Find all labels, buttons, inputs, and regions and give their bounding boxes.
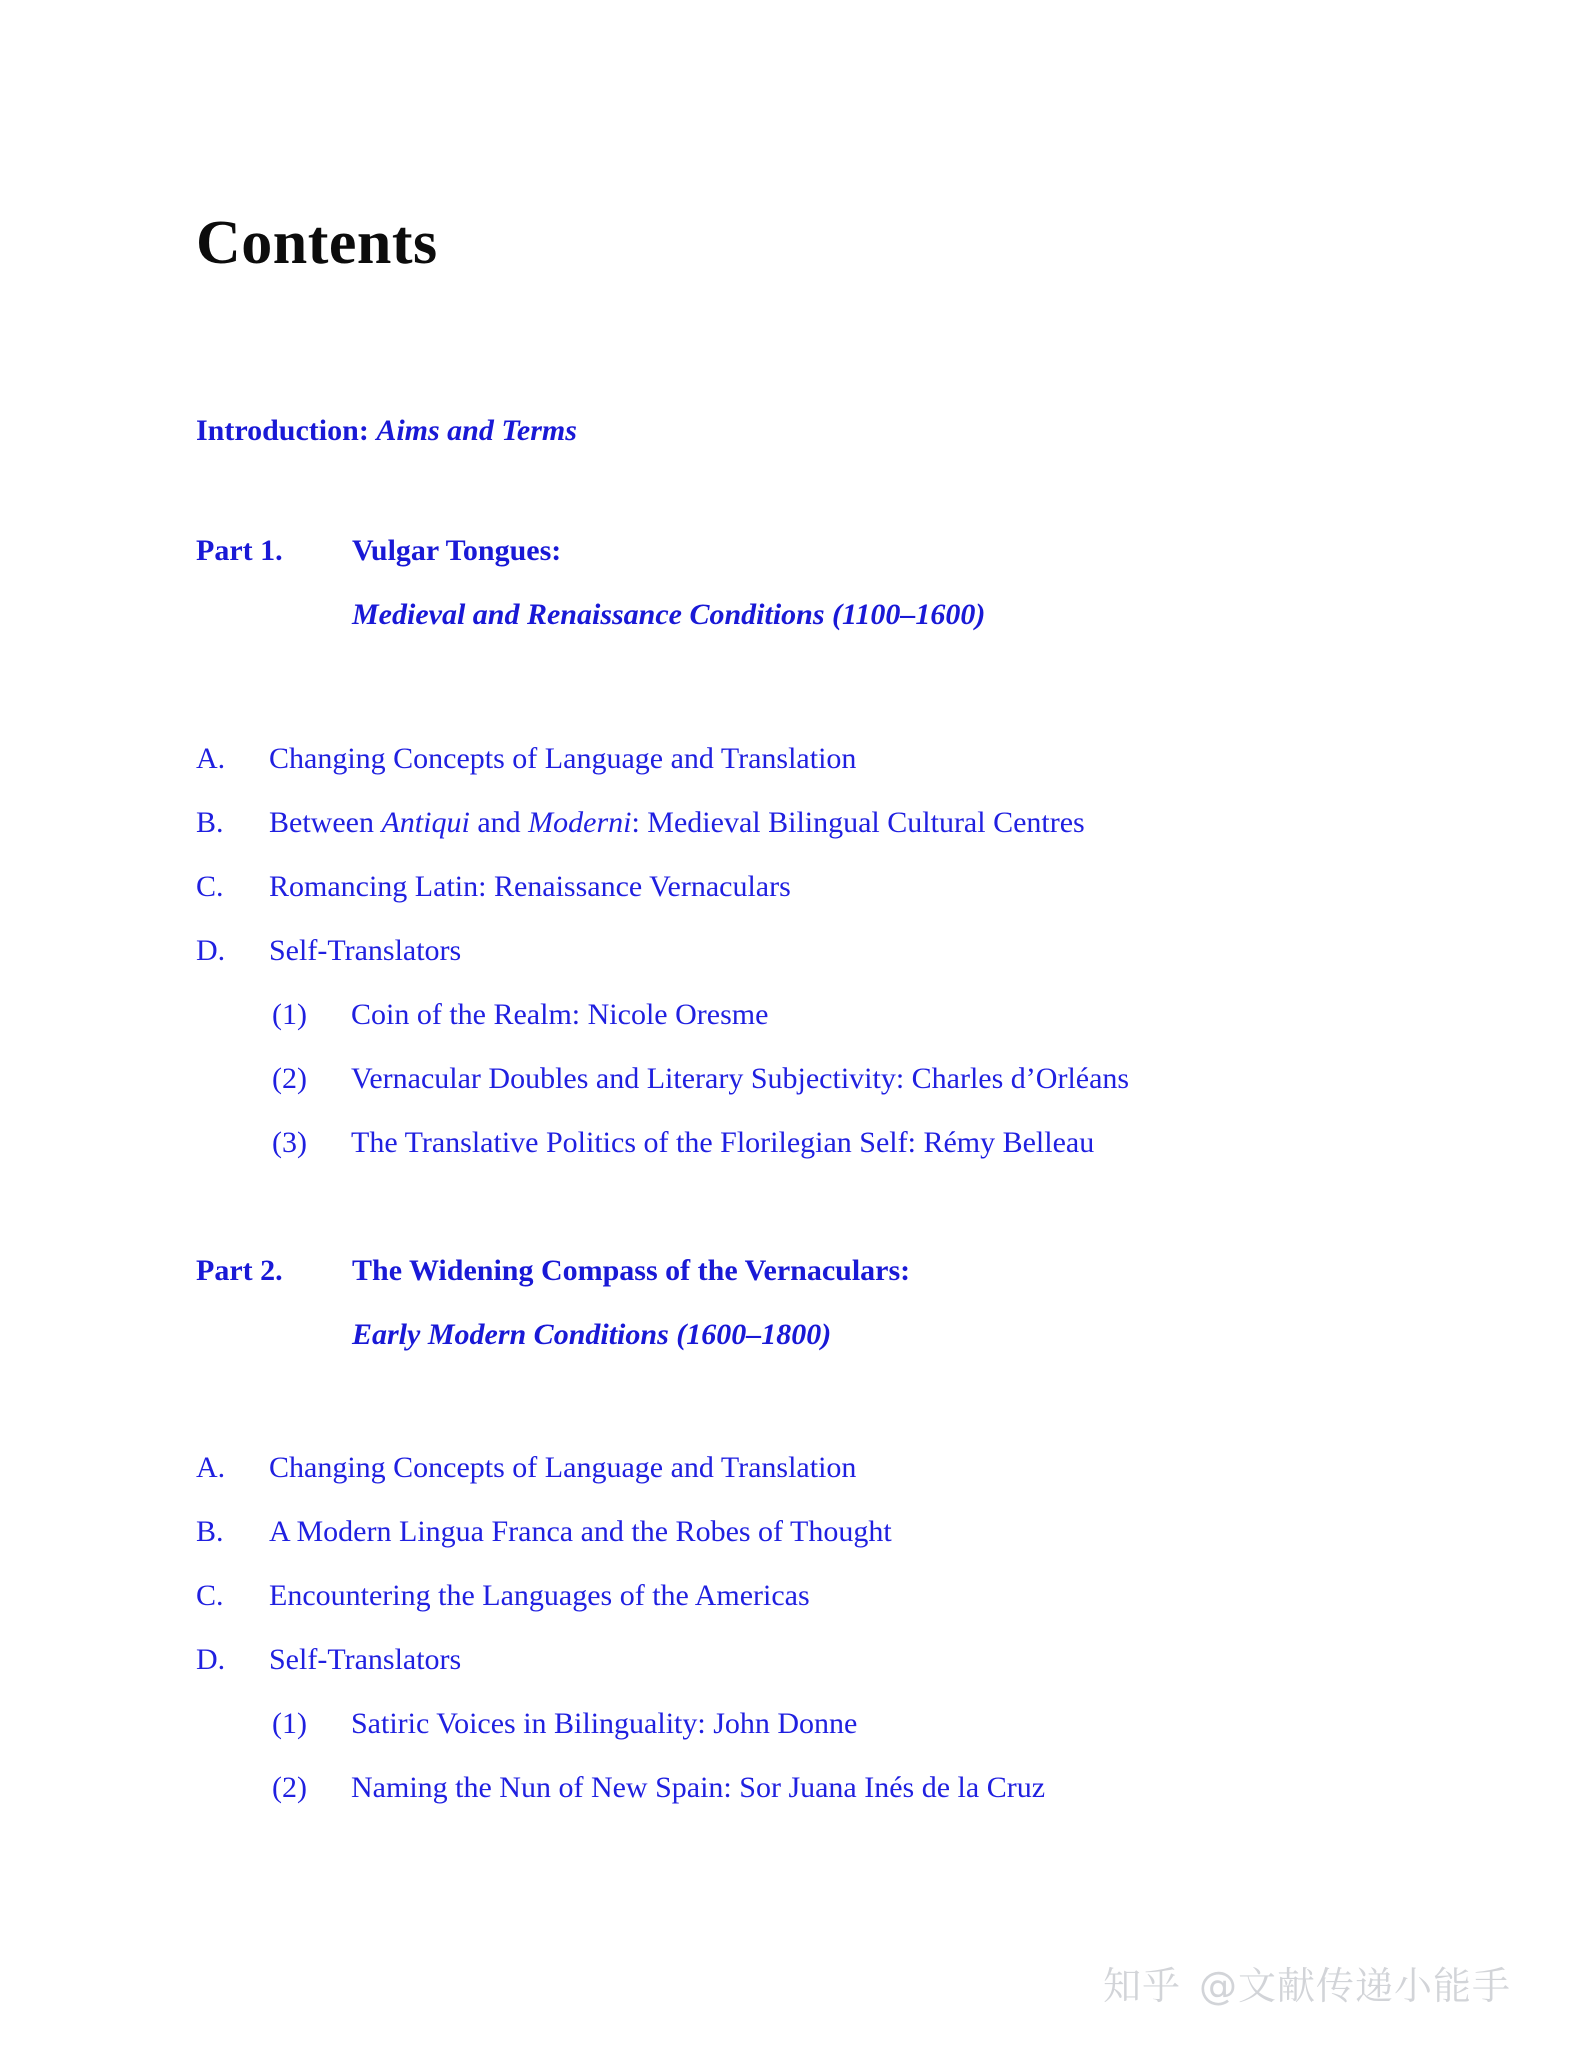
- entry-text: Self-Translators: [269, 934, 462, 967]
- subentry-marker: (1): [272, 998, 307, 1031]
- watermark-handle: @文献传递小能手: [1198, 1964, 1511, 2008]
- entry-text-italic-moderni: Moderni: [528, 806, 632, 839]
- subentry-text: Coin of the Realm: Nicole Oresme: [351, 998, 769, 1031]
- entry-text-mid: and: [469, 806, 529, 839]
- entry-text: Self-Translators: [269, 1643, 462, 1676]
- entry-marker: D.: [196, 934, 226, 967]
- watermark: [1103, 1955, 1511, 2010]
- introduction-title: Aims and Terms: [376, 414, 577, 447]
- entry-marker: B.: [196, 1515, 224, 1548]
- part-2-title: The Widening Compass of the Vernaculars:: [352, 1254, 911, 1287]
- part-1-subtitle: Medieval and Renaissance Conditions (1100–1600): [352, 598, 986, 631]
- entry-text: Changing Concepts of Language and Translation: [269, 742, 857, 775]
- subentry-marker: (2): [272, 1771, 307, 1804]
- zhihu-logo-text: 知乎: [1102, 1964, 1181, 2008]
- entry-marker: C.: [196, 1579, 224, 1612]
- entry-text-italic-antiqui: Antiqui: [381, 806, 470, 839]
- entry-marker: C.: [196, 870, 224, 903]
- part-2-label: Part 2.: [196, 1254, 283, 1287]
- entry-text: [269, 806, 1085, 840]
- part-1-label: Part 1.: [196, 534, 283, 567]
- entry-text: A Modern Lingua Franca and the Robes of Thought: [269, 1515, 892, 1548]
- subentry-marker: (3): [272, 1126, 307, 1159]
- entry-marker: B.: [196, 806, 224, 839]
- entry-marker: D.: [196, 1643, 226, 1676]
- entry-text: Encountering the Languages of the Americas: [269, 1579, 810, 1612]
- subentry-marker: (2): [272, 1062, 307, 1095]
- page-title: Contents: [196, 209, 438, 277]
- introduction-label: Introduction:: [196, 414, 369, 447]
- subentry-text: Vernacular Doubles and Literary Subjectivity: Charles d’Orléans: [351, 1062, 1130, 1095]
- entry-text: Changing Concepts of Language and Translation: [269, 1451, 857, 1484]
- entry-text-post: : Medieval Bilingual Cultural Centres: [631, 806, 1085, 839]
- subentry-text: Naming the Nun of New Spain: Sor Juana Inés de la Cruz: [351, 1771, 1046, 1804]
- part-2-subtitle: Early Modern Conditions (1600–1800): [352, 1318, 832, 1351]
- entry-marker: A.: [196, 742, 226, 775]
- entry-marker: A.: [196, 1451, 226, 1484]
- subentry-text: Satiric Voices in Bilinguality: John Donne: [351, 1707, 858, 1740]
- entry-text-pre: Between: [269, 806, 382, 839]
- part-1-title: Vulgar Tongues:: [352, 534, 562, 567]
- subentry-text: The Translative Politics of the Florilegian Self: Rémy Belleau: [351, 1126, 1095, 1159]
- entry-text: Romancing Latin: Renaissance Vernaculars: [269, 870, 791, 903]
- introduction-heading: [196, 414, 577, 447]
- subentry-marker: (1): [272, 1707, 307, 1740]
